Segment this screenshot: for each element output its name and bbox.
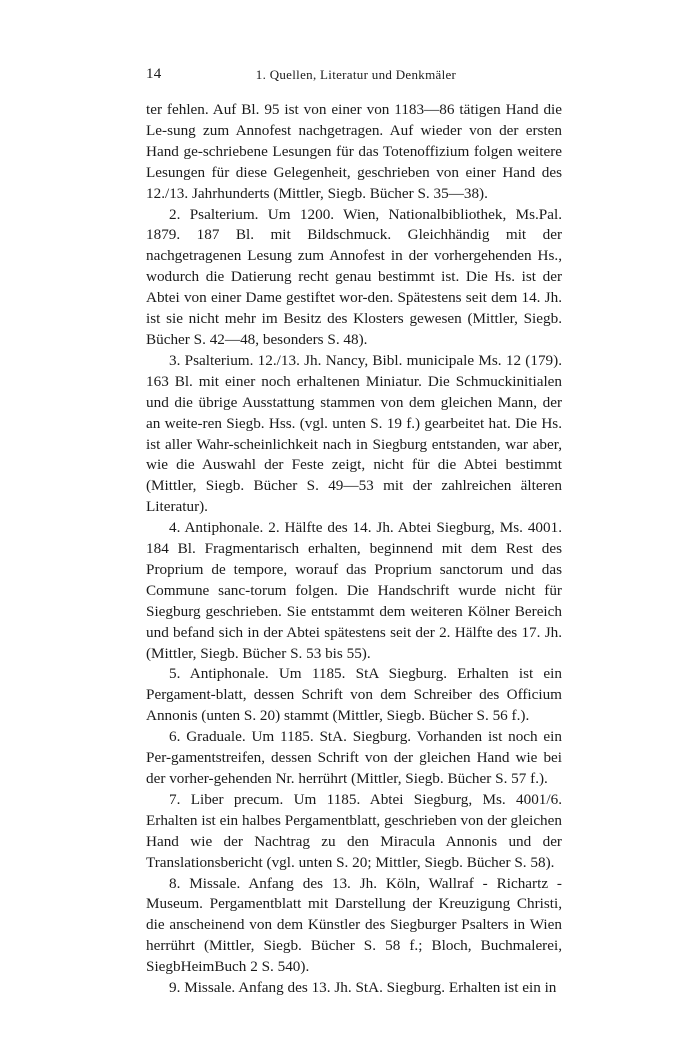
paragraph-continuation: ter fehlen. Auf Bl. 95 ist von einer von 1183—86 tätigen Hand die Le-sung zum Annofest nachgetragen. Auf wieder von der ersten Hand ge-schriebene Lesungen für das Totenoffizium folgen weitere Lesungen für diese Gelegenheit, geschrieben von einer Hand des 12./13. Jahrhunderts (Mittler, Siegb. Bücher S. 35—38). bbox=[146, 101, 562, 202]
paragraph-item-2: 2. Psalterium. Um 1200. Wien, Nationalbibliothek, Ms.Pal. 1879. 187 Bl. mit Bildschmuck. Gleichhändig mit der nachgetragenen Lesung zum Annofest in der vorhergehenden Hs., wodurch die Datierung recht genau bestimmt ist. Die Hs. ist der Abtei von einer Dame gestiftet wor-den. Spätestens seit dem 14. Jh. ist sie nicht mehr im Besitz des Klosters gewesen (Mittler, Siegb. Bücher S. 42—48, besonders S. 48). bbox=[146, 205, 562, 348]
body-text bbox=[146, 100, 562, 999]
running-title: 1. Quellen, Literatur und Denkmäler bbox=[255, 67, 457, 82]
running-head bbox=[146, 66, 566, 86]
paragraph-item-8: 8. Missale. Anfang des 13. Jh. Köln, Wallraf - Richartz - Museum. Pergamentblatt mit Darstellung der Kreuzigung Christi, die anscheinend von dem Künstler des Siegburger Psalters in Wien herrührt (Mittler, Siegb. Bücher S. 58 f.; Bloch, Buchmalerei, SiegbHeimBuch 2 S. 540). bbox=[146, 874, 562, 976]
paragraph-item-4: 4. Antiphonale. 2. Hälfte des 14. Jh. Abtei Siegburg, Ms. 4001. 184 Bl. Fragmentarisch erhalten, beginnend mit dem Rest des Proprium de tempore, worauf das Proprium sanctorum und das Commune sanc-torum folgen. Die Handschrift wurde nicht für Siegburg geschrieben. Sie entstammt dem weiteren Kölner Bereich und befand sich in der Abtei spätestens seit der 2. Hälfte des 17. Jh. (Mittler, Siegb. Bücher S. 53 bis 55). bbox=[146, 519, 562, 662]
paragraph-item-3: 3. Psalterium. 12./13. Jh. Nancy, Bibl. municipale Ms. 12 (179). 163 Bl. mit einer noch erhaltenen Miniatur. Die Schmuckinitialen und die übrige Ausstattung stammen von dem gleichen Mann, der an weite-ren Siegb. Hss. (vgl. unten S. 19 f.) gearbeitet hat. Die Hs. ist aller Wahr-scheinlichkeit nach in Siegburg entstanden, war aber, wie die Auswahl der Feste zeigt, nicht für die Abtei bestimmt (Mittler, Siegb. Bücher S. 49—53 mit der zahlreichen älteren Literatur). bbox=[146, 351, 562, 516]
paragraph-item-5: 5. Antiphonale. Um 1185. StA Siegburg. Erhalten ist ein Pergament-blatt, dessen Schrift von dem Schreiber des Officium Annonis (unten S. 20) stammt (Mittler, Siegb. Bücher S. 56 f.). bbox=[146, 665, 562, 725]
paragraph-item-6: 6. Graduale. Um 1185. StA. Siegburg. Vorhanden ist noch ein Per-gamentstreifen, dessen Schrift von der gleichen Hand wie bei der vorher-gehenden Nr. herrührt (Mittler, Siegb. Bücher S. 57 f.). bbox=[146, 728, 562, 787]
page-number: 14 bbox=[146, 66, 162, 82]
paragraph-item-7: 7. Liber precum. Um 1185. Abtei Siegburg, Ms. 4001/6. Erhalten ist ein halbes Pergamentblatt, geschrieben von der gleichen Hand wie der Nachtrag zu den Miracula Annonis und der Translationsbericht (vgl. unten S. 20; Mittler, Siegb. Bücher S. 58). bbox=[146, 790, 562, 871]
paragraph-item-9: 9. Missale. Anfang des 13. Jh. StA. Siegburg. Erhalten ist ein in bbox=[169, 979, 557, 997]
